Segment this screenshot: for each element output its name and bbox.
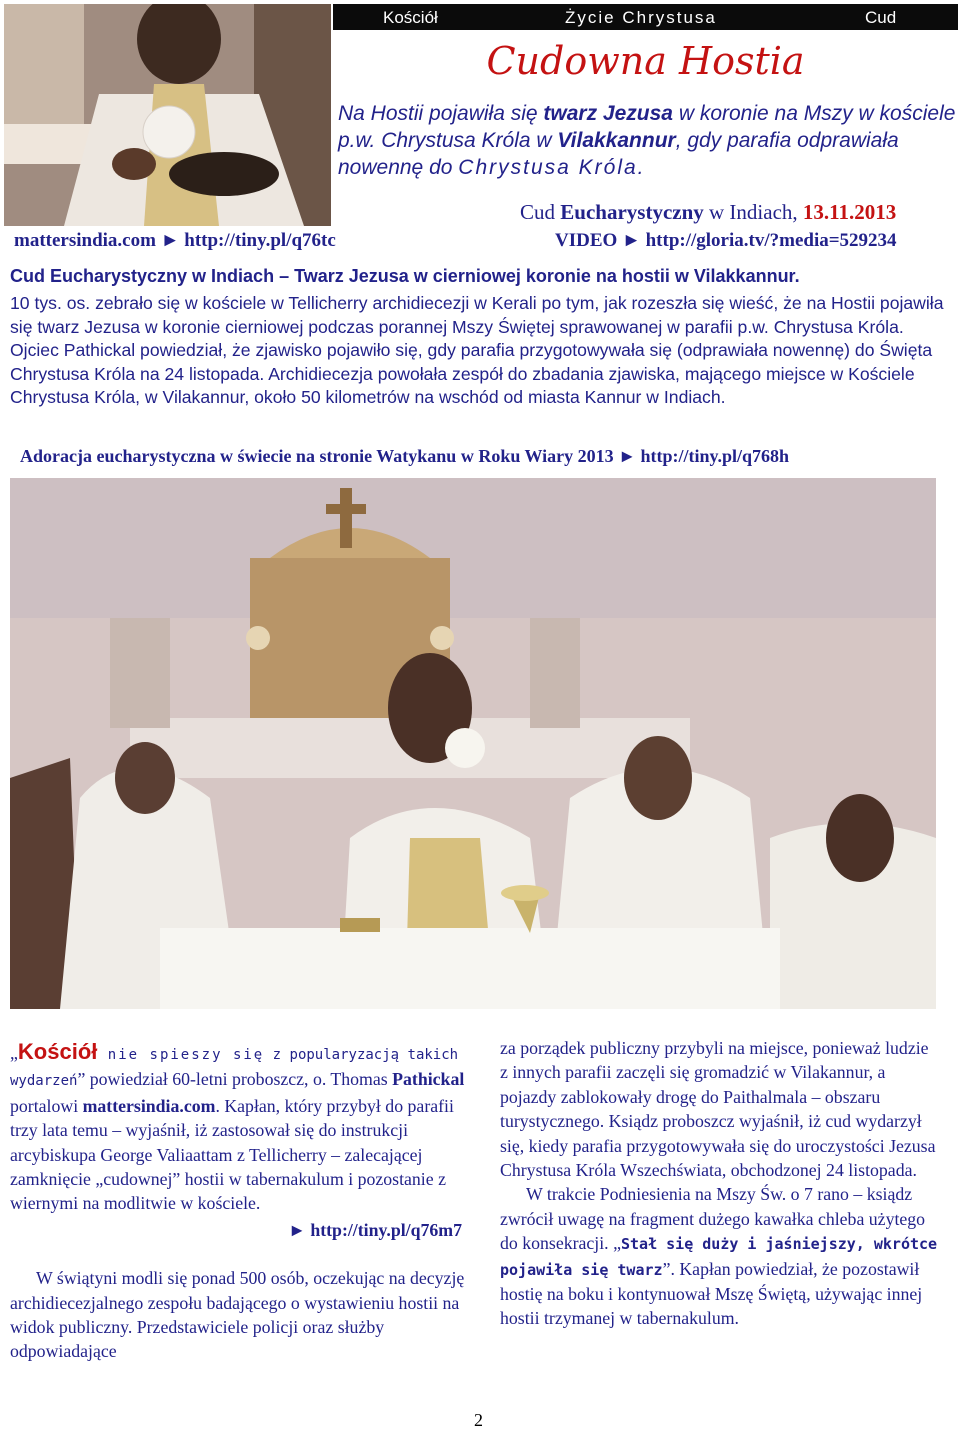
priest-host-photo (4, 4, 331, 226)
mono-text: z popularyzacją takich wydarzeń (10, 1047, 459, 1090)
column-right-para2 (500, 1182, 940, 1330)
column-left-para2: W świątyni modli się ponad 500 osób, oczekując na decyzję archidiecezjalnego zespołu badającego o wystawieniu hostii na widok publiczny. Przedstawiciele policji oraz służby odpowiadające (10, 1268, 465, 1362)
intro-part: , gdy parafia odprawiała nowennę do (338, 129, 899, 179)
video-link[interactable]: http://gloria.tv/?media=529234 (645, 230, 897, 251)
intro-part: Na Hostii pojawiła się (338, 102, 544, 125)
eucharistic-label: Eucharystyczny (560, 200, 704, 224)
source-link[interactable]: http://tiny.pl/q76tc (184, 230, 336, 251)
video-label: VIDEO (555, 230, 618, 251)
column-left-link-line (10, 1218, 470, 1242)
cud-label: Cud (520, 200, 561, 224)
header-tab-life-of-christ: Życie Chrystusa (565, 8, 717, 27)
spaced-text: nie spieszy się (97, 1047, 265, 1063)
links-row (14, 230, 960, 252)
para-text: ”. Kapłan powiedział, że pozostawił hostię na boku i kontynuował Mszę Świętą, używając innej hostii trzymanej w tabernakulum. (500, 1258, 923, 1329)
intro-part: w koronie na Mszy w kościele p.w. Chrystusa Króla w (338, 102, 956, 152)
article-heading: Cud Eucharystyczny w Indiach – Twarz Jezusa w cierniowej koronie na hostii w Vilakkannur. (10, 266, 800, 286)
column-left-link[interactable]: http://tiny.pl/q76m7 (310, 1219, 462, 1240)
site-name: mattersindia.com (82, 1095, 216, 1116)
column-right (500, 1036, 940, 1331)
header-bar (333, 4, 958, 30)
lead-word: Kościół (17, 1039, 98, 1064)
arrow-icon: ► (618, 446, 641, 466)
priest-name: Pathickal (392, 1069, 465, 1090)
source-site: mattersindia.com (14, 230, 156, 251)
india-label: w Indiach, (703, 200, 803, 224)
column-right-para1: za porządek publiczny przybyli na miejsce, ponieważ ludzie z innych parafii zaczęli się gromadzić w Vilakannur, a pojazdy zablokowały drogę do Paithalmala – obszaru turystycznego. Ksiądz proboszcz wyjaśnił, iż cud wydarzył się, kiedy parafia przygotowywała się do uroczystości Jezusa Chrystusa Króla Wszechświata, obchodzonej 24 listopada. (500, 1038, 936, 1181)
adoration-line (20, 446, 960, 467)
priest-host-illustration (4, 4, 331, 226)
altar-photo (10, 478, 936, 1009)
header-tab-miracle: Cud (865, 8, 897, 27)
article-body: 10 tys. os. zebrało się w kościele w Tellicherry archidiecezji w Kerali po tym, jak rozeszła się wieść, że na Hostii pojawiła się twarz Jezusa w koronie cierniowej podczas porannej Mszy Świętej sprawowanej w parafii p.w. Chrystusa Króla. Ojciec Pathickal powiedział, że zjawisko pojawiło się, gdy parafia przygotowywała się (odprawiała nowennę) do Święta Chrystusa Króla na 24 listopada. Archidiecezja powołała zespół do zbadania zjawiska, mającego miejsce w Kościele Chrystusa Króla, w Vilakannur, około 50 kilometrów na wschód od miasta Kannur w Indiach. (10, 293, 944, 408)
quote-mark: „ (10, 1043, 18, 1063)
column-left (10, 1040, 470, 1364)
page-title: Cudowna Hostia (486, 39, 805, 83)
column-left-para1 (10, 1040, 470, 1216)
adoration-text: Adoracja eucharystyczna w świecie na stronie Watykanu w Roku Wiary 2013 (20, 446, 614, 466)
arrow-icon: ► (622, 230, 646, 251)
para-text: . Kapłan, który przybył do parafii trzy lata temu – wyjaśnił, iż zastosował się do instrukcji arcybiskupa George Valiaattam z Tellicherry – zalecającej zamknięcie „cudownej” hostii w tabernakulum i pozostanie z wiernymi na modlitwie w kościele. (10, 1095, 454, 1214)
quote-text: Stał się duży i jaśniejszy, wkrótce pojawiła się twarz (500, 1235, 938, 1279)
para-text: W trakcie Podniesienia na Mszy Św. o 7 rano – ksiądz zwrócił uwagę na fragment dużego kawałka chleba użytego do konsekracji. „ (500, 1184, 926, 1254)
arrow-icon: ► (288, 1219, 311, 1240)
header-tab-church: Kościół (383, 8, 438, 27)
date-label: 13.11.2013 (802, 200, 897, 224)
video-link-group (555, 230, 897, 252)
miracle-date-line (520, 200, 896, 225)
page-number: 2 (474, 1410, 483, 1430)
intro-bold: twarz Jezusa (543, 102, 673, 125)
para-text: portalowi (10, 1095, 83, 1116)
altar-illustration (10, 478, 936, 1009)
intro-text (338, 100, 958, 181)
arrow-icon: ► (160, 230, 185, 251)
para-text: ” powiedział 60-letni proboszcz, o. Thomas (77, 1069, 393, 1090)
intro-part: Chrystusa Króla. (458, 156, 646, 179)
adoration-link[interactable]: http://tiny.pl/q768h (640, 446, 790, 466)
intro-bold: Vilakkannur (557, 129, 676, 152)
